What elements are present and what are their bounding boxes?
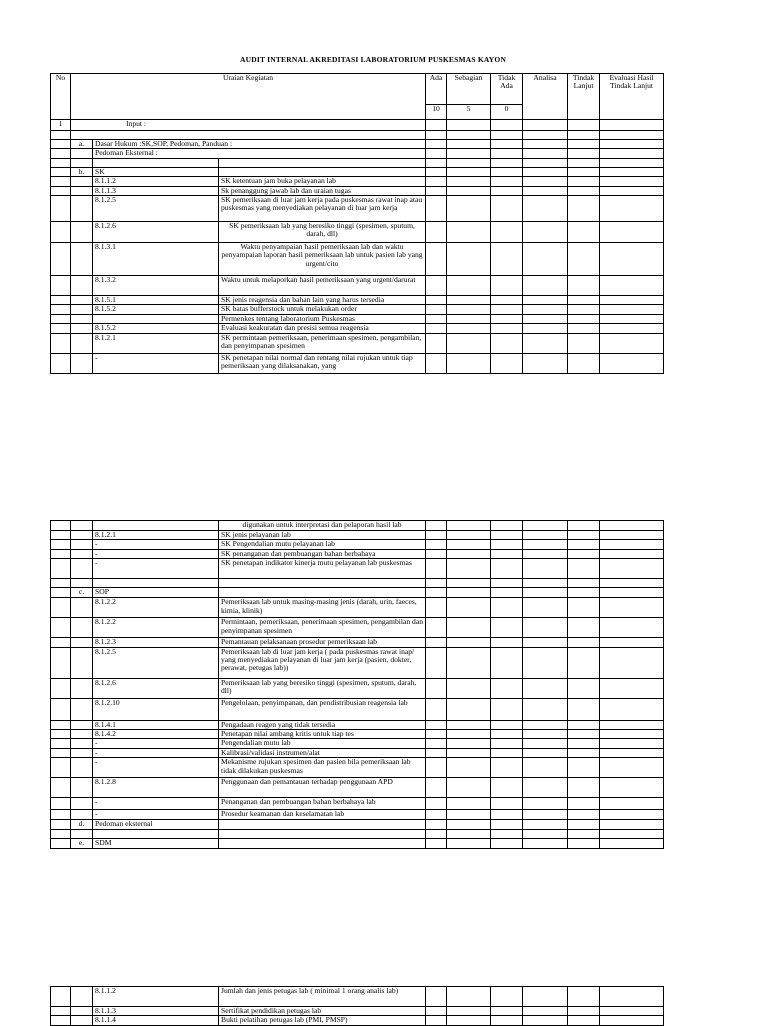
header-ada: Ada xyxy=(426,74,447,105)
header-tidak-ada: Tidak Ada xyxy=(491,74,523,105)
table-row-code: - xyxy=(93,758,219,778)
table-row-code: 8.1.2.8 xyxy=(93,778,219,798)
table-row-code: 8.1.2.1 xyxy=(93,531,219,540)
table-row-code: - xyxy=(93,353,219,373)
score-sebagian: 5 xyxy=(447,105,491,120)
table-row-code: - xyxy=(93,540,219,549)
table-row-desc: Pengelolaan, penyimpanan, dan pendistribusian reagensia lab xyxy=(219,698,426,720)
table-row-code: - xyxy=(93,739,219,748)
section-d-label: d. xyxy=(71,819,93,829)
table-row-code: 8.1.2.1 xyxy=(93,333,219,353)
table-row-desc: SK permintaan pemeriksaan, penerimaan spesimen, pengambilan, dan penyimpanan spesimen xyxy=(219,333,426,353)
table-row-code: 8.1.2.6 xyxy=(93,222,219,243)
table-row-desc: Sk penanggung jawab lab dan uraian tugas xyxy=(219,186,426,195)
table-row-desc: SK jenis reagensia dan bahan lain yang harus tersedia xyxy=(219,296,426,305)
table-row-code: - xyxy=(93,559,219,579)
score-ada: 10 xyxy=(426,105,447,120)
section-b-label: b. xyxy=(71,167,93,176)
table-row-desc: Mekanisme rujukan spesimen dan pasien bila pemeriksaan lab tidak dilakukan puskesmas xyxy=(219,758,426,778)
table-row-desc: Pengadaan reagen yang tidak tersedia xyxy=(219,720,426,729)
table-row-desc: Bukti pelatihan petugas lab (PMI, PMSP) xyxy=(219,1016,426,1025)
table-row-desc: SK penanganan dan pembuangan bahan berbahaya xyxy=(219,549,426,558)
header-no: No xyxy=(51,74,71,120)
header-uraian: Uraian Kegiatan xyxy=(71,74,426,120)
table-row-desc: Pemeriksaan lab di luar jam kerja ( pada puskesmas rawat inap/ yang menyediakan pelayanan di luar jam kerja (pasien, dokter, perawat, petugas lab)) xyxy=(219,647,426,678)
table-row-code: 8.1.5.1 xyxy=(93,296,219,305)
header-tindak-lanjut: Tindak Lanjut xyxy=(568,74,600,120)
table-row-desc: Waktu untuk melaporkan hasil pemeriksaan yang urgent/darurat xyxy=(219,276,426,296)
score-tidak-ada: 0 xyxy=(491,105,523,120)
table-row-desc: SK pemeriksaan di luar jam kerja pada puskesmas rawat inap atau puskesmas yang menyediakan pelayanan di luar jam kerja xyxy=(219,196,426,222)
table-row-code: 8.1.3.1 xyxy=(93,243,219,276)
table-row-code xyxy=(93,314,219,323)
audit-table-page-1 xyxy=(50,73,664,374)
table-row-desc: SK jenis pelayanan lab xyxy=(219,531,426,540)
section-c-label: c. xyxy=(71,588,93,598)
table-row-desc: Pemantauan pelaksanaan prosedur pemeriksaan lab xyxy=(219,638,426,647)
header-sebagian: Sebagian xyxy=(447,74,491,105)
table-row-code: 8.1.2.2 xyxy=(93,618,219,638)
section-c-text: SOP xyxy=(93,588,219,598)
table-row-code: 8.1.1.3 xyxy=(93,1007,219,1016)
table-row-code: 8.1.5.2 xyxy=(93,305,219,314)
table-row-code: 8.1.1.3 xyxy=(93,186,219,195)
audit-table-page-3 xyxy=(50,986,664,1026)
table-row-desc: SK ketentuan jam buka pelayanan lab xyxy=(219,177,426,186)
table-row-code: 8.1.2.5 xyxy=(93,647,219,678)
table-row-code: - xyxy=(93,798,219,810)
table-row-desc: SK penetapan indikator kinerja mutu pelayanan lab puskesmas xyxy=(219,559,426,579)
table-row-desc: Pemeriksaan lab yang beresiko tinggi (spesimen, sputum, darah, dll) xyxy=(219,678,426,698)
table-row-desc: Pengendalian mutu lab xyxy=(219,739,426,748)
section-a-text: Dasar Hukum :SK,SOP, Pedoman, Panduan : xyxy=(93,140,426,149)
audit-table-page-2 xyxy=(50,520,664,849)
table-row-code: - xyxy=(93,748,219,757)
section-d-text: Pedoman eksternal xyxy=(93,819,219,829)
table-row-code: 8.1.4.1 xyxy=(93,720,219,729)
table-row-code: 8.1.2.6 xyxy=(93,678,219,698)
table-row-desc: Evaluasi keakuratan dan presisi semua reagensia xyxy=(219,324,426,333)
table-row-desc: SK penetapan nilai normal dan rentang nilai rujukan untuk tiap pemeriksaan yang dilaksanakan, yang xyxy=(219,353,426,373)
table-row-desc: Penggunaan dan pemantauan terhadap penggunaan APD xyxy=(219,778,426,798)
table-row-desc: Kalibrasi/validasi instrumen/alat xyxy=(219,748,426,757)
table-row-desc: Waktu penyampaian hasil pemeriksaan lab dan waktu penyampaian laporan hasil pemeriksaan lab untuk pasien lab yang urgent/cito xyxy=(219,243,426,276)
section-e-label: e. xyxy=(71,838,93,848)
table-row-code: 8.1.4.2 xyxy=(93,730,219,739)
table-row-code: 8.1.1.2 xyxy=(93,177,219,186)
section-b-text: SK xyxy=(93,167,219,176)
table-row-desc: Permintaan, pemeriksaan, penerimaan spesimen, pengambilan dan penyimpanan spesimen xyxy=(219,618,426,638)
table-row-desc: Prosedur keamanan dan keselamatan lab xyxy=(219,810,426,819)
table-row-desc: Pemeriksaan lab untuk masing-masing jenis (darah, urin, faeces, kimia, klinik) xyxy=(219,598,426,618)
table-row-desc: SK pemeriksaan lab yang beresiko tinggi (spesimen, sputum, darah, dll) xyxy=(219,222,426,243)
table-row-desc: Penetapan nilai ambang kritis untuk tiap tes xyxy=(219,730,426,739)
row-number: 1 xyxy=(51,120,71,131)
table-row-desc: Penanganan dan pembuangan bahan berbahaya lab xyxy=(219,798,426,810)
section-a-subtext: Pedoman Eksternal : xyxy=(93,149,426,158)
section-e-text: SDM xyxy=(93,838,219,848)
table-row-code: 8.1.2.10 xyxy=(93,698,219,720)
section-a-label: a. xyxy=(71,140,93,149)
table-row-desc: Jumlah dan jenis petugas lab ( minimal 1 orang analis lab) xyxy=(219,987,426,1007)
table-row-code: 8.1.1.2 xyxy=(93,987,219,1007)
header-evaluasi: Evaluasi Hasil Tindak Lanjut xyxy=(600,74,664,120)
table-row-desc: Permenkes tentang laboratorium Puskesmas xyxy=(219,314,426,323)
table-row-desc: digunakan untuk interpretasi dan pelaporan hasil lab xyxy=(219,521,426,531)
section-input-label: Input : xyxy=(71,120,426,131)
table-row-code: 8.1.2.5 xyxy=(93,196,219,222)
table-row-code: 8.1.3.2 xyxy=(93,276,219,296)
table-row-desc: SK Pengendalian mutu pelayanan lab xyxy=(219,540,426,549)
table-row-code: 8.1.1.4 xyxy=(93,1016,219,1025)
table-row-code: 8.1.2.2 xyxy=(93,598,219,618)
table-row-desc: SK batas bufferstock untuk melakukan order xyxy=(219,305,426,314)
table-row-code: 8.1.2.3 xyxy=(93,638,219,647)
table-row-code: - xyxy=(93,549,219,558)
table-row-desc: Sertifikat pendidikan petugas lab xyxy=(219,1007,426,1016)
header-analisa: Analisa xyxy=(523,74,568,120)
table-row-code: - xyxy=(93,810,219,819)
table-row-code: 8.1.5.2 xyxy=(93,324,219,333)
